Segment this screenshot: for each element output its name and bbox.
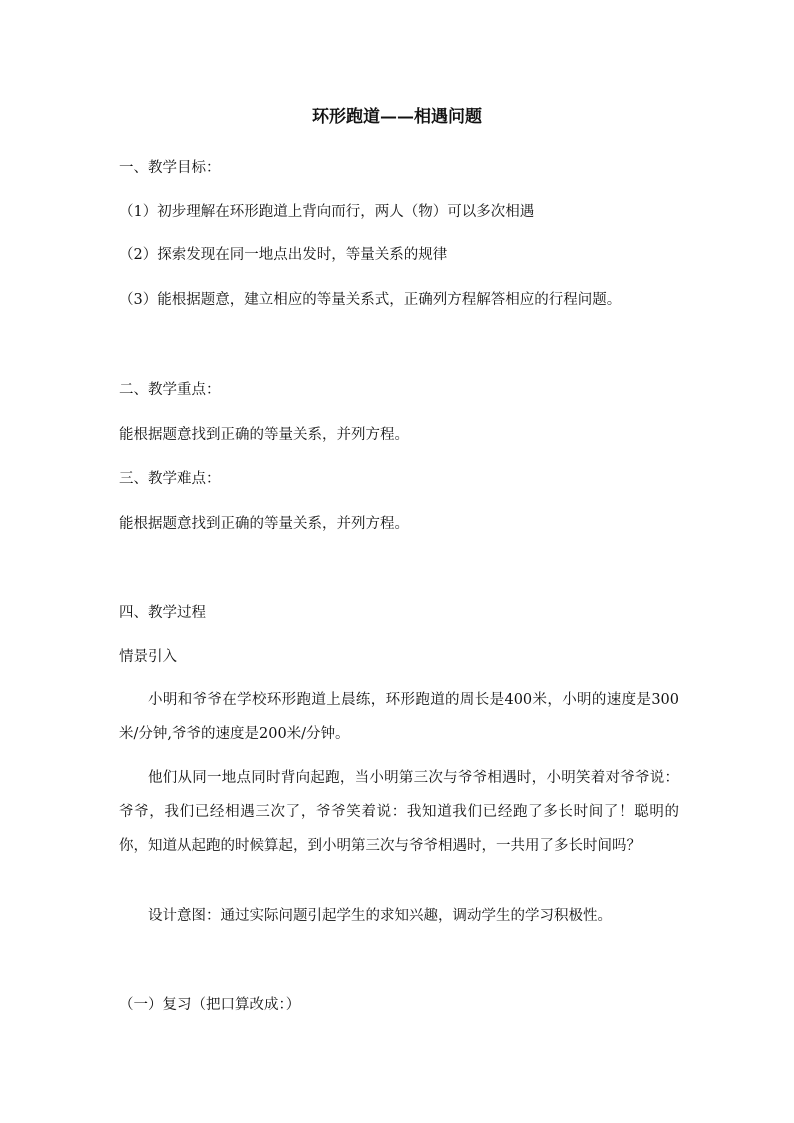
section-heading-goals: 一、教学目标： xyxy=(119,160,221,176)
section-heading-key-points: 二、教学重点： xyxy=(119,382,221,398)
goal-item-1: （1）初步理解在环形跑道上背向而行，两人（物）可以多次相遇 xyxy=(119,204,535,220)
intro-heading: 情景引入 xyxy=(119,649,177,665)
intro-paragraph-1: 小明和爷爷在学校环形跑道上晨练，环形跑道的周长是400米，小明的速度是300米/分钟,爷爷的速度是200米/分钟。 xyxy=(119,692,679,742)
section-heading-process: 四、教学过程 xyxy=(119,605,206,621)
design-intent-paragraph: 设计意图：通过实际问题引起学生的求知兴趣，调动学生的学习积极性。 xyxy=(148,908,612,924)
section-heading-difficulties: 三、教学难点： xyxy=(119,471,221,487)
document-title: 环形跑道——相遇问题 xyxy=(312,107,482,127)
goal-item-3: （3）能根据题意，建立相应的等量关系式，正确列方程解答相应的行程问题。 xyxy=(119,292,622,308)
intro-paragraph-2: 他们从同一地点同时背向起跑，当小明第三次与爷爷相遇时，小明笑着对爷爷说：爷爷，我们已经相遇三次了，爷爷笑着说：我知道我们已经跑了多长时间了！聪明的你，知道从起跑的时候算起，到小明第三次与爷爷相遇时，一共用了多长时间吗？ xyxy=(119,770,679,854)
goal-item-2: （2）探索发现在同一地点出发时，等量关系的规律 xyxy=(119,247,448,263)
difficulties-text: 能根据题意找到正确的等量关系，并列方程。 xyxy=(119,516,409,532)
review-heading: （一）复习（把口算改成：） xyxy=(119,997,301,1013)
key-points-text: 能根据题意找到正确的等量关系，并列方程。 xyxy=(119,427,409,443)
